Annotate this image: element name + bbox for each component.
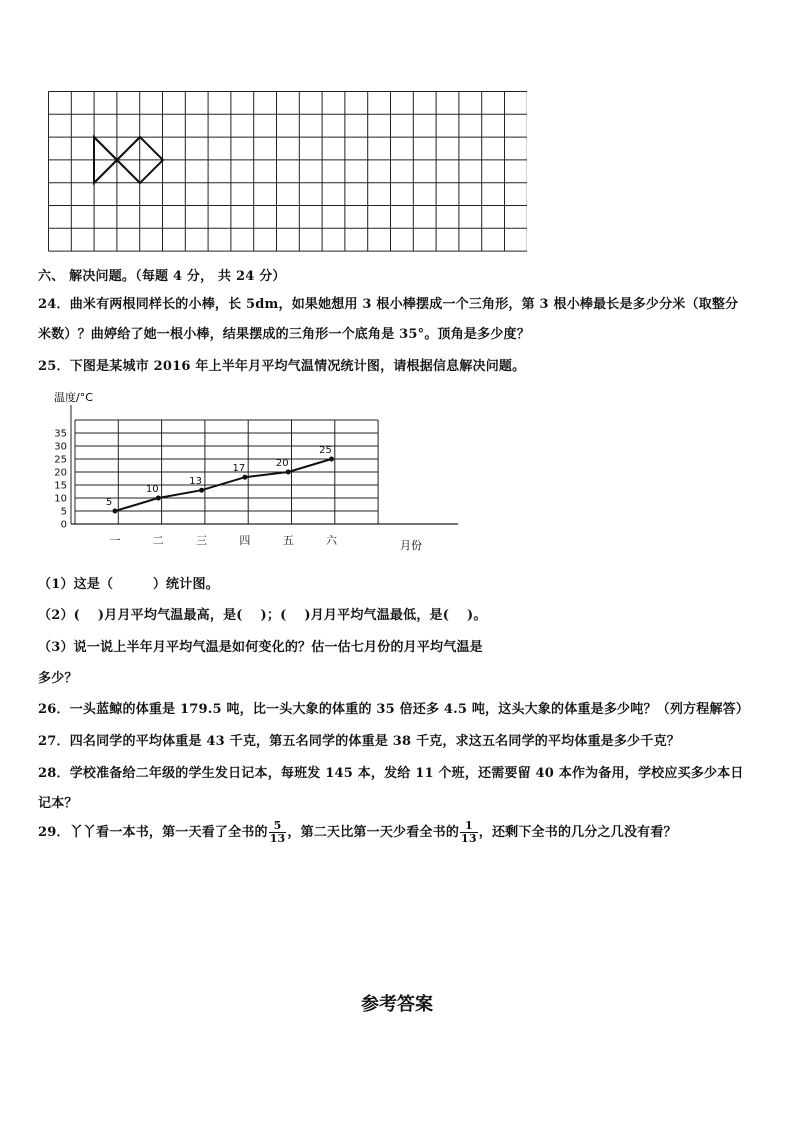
- q25-sub3-line2: 多少？: [38, 671, 78, 686]
- y-tick-label: 15: [54, 480, 67, 492]
- data-point: [156, 496, 161, 501]
- fraction-5-13: [269, 820, 287, 845]
- data-label: 5: [105, 497, 113, 508]
- data-label: 25: [319, 445, 332, 456]
- answer-title: 参考答案: [361, 994, 433, 1015]
- section-heading: 六、 解决问题。（每题 4 分， 共 24 分）: [38, 269, 286, 284]
- x-tick-label: 五: [282, 534, 294, 547]
- data-label: 10: [145, 484, 159, 495]
- q29-part1: 29．丫丫看一本书，第一天看了全书的: [38, 825, 268, 840]
- fraction2-denominator: 13: [461, 832, 477, 845]
- q28-line1: 28．学校准备给二年级的学生发日记本，每班发 145 本，发给 11 个班，还需要留 40 本作为备用，学校应买多少本日: [38, 766, 744, 781]
- y-tick-label: 0: [60, 519, 67, 531]
- x-tick-label: 三: [196, 534, 208, 547]
- data-point: [199, 488, 204, 493]
- q25-sub3-line1: （3）说一说上半年月平均气温是如何变化的？估一估七月份的月平均气温是: [38, 640, 483, 655]
- x-tick-label: 一: [109, 534, 121, 547]
- data-point: [329, 457, 334, 462]
- chart-xlabel: 月份: [400, 539, 422, 552]
- q29-part2: ，第二天比第一天少看全书的: [287, 825, 460, 840]
- data-point: [113, 509, 118, 514]
- data-point: [242, 475, 247, 480]
- y-tick-label: 25: [54, 454, 67, 466]
- y-tick-label: 35: [54, 428, 67, 440]
- fraction1-denominator: 13: [269, 832, 286, 845]
- q28-line2: 记本？: [38, 796, 78, 811]
- q29-text: [38, 820, 677, 845]
- grid-figure: [48, 91, 527, 253]
- q25-sub2: （2）( )月月平均气温最高，是( )；( )月月平均气温最低，是( )。: [38, 608, 487, 623]
- data-label: 20: [275, 458, 289, 469]
- data-label: 13: [189, 476, 202, 488]
- q25-sub1: （1）这是（ ）统计图。: [38, 577, 219, 592]
- fraction1-numerator: 5: [269, 820, 287, 833]
- data-point: [286, 470, 291, 475]
- q24-line1: 24．曲米有两根同样长的小棒，长 5dm，如果她想用 3 根小棒摆成一个三角形，第 3 根小棒最长是多少分米（取整分: [38, 297, 739, 312]
- y-tick-label: 30: [54, 441, 67, 453]
- grid-lines: [49, 92, 528, 252]
- fraction2-numerator: 1: [460, 820, 478, 833]
- x-tick-label: 六: [326, 534, 337, 547]
- q27-text: 27．四名同学的平均体重是 43 千克，第五名同学的体重是 38 千克，求这五名同学的平均体重是多少千克？: [38, 734, 680, 749]
- temperature-line-chart: [40, 383, 470, 558]
- q25-intro: 25．下图是某城市 2016 年上半年月平均气温情况统计图，请根据信息解决问题。: [38, 359, 526, 374]
- q29-part3: ，还剩下全书的几分之几没有看？: [478, 825, 677, 840]
- q26-text: 26．一头蓝鲸的体重是 179.5 吨，比一头大象的体重的 35 倍还多 4.5 吨，这头大象的体重是多少吨？（列方程解答）: [38, 702, 750, 717]
- fraction-1-13: [460, 820, 478, 845]
- data-label: 17: [232, 463, 246, 475]
- y-tick-label: 10: [54, 493, 67, 505]
- x-tick-label: 二: [152, 534, 164, 547]
- chart-ylabel: 温度/°C: [54, 391, 93, 404]
- q24-line2: 米数）？曲婷给了她一根小棒，结果摆成的三角形一个底角是 35°。顶角是多少度？: [38, 327, 530, 342]
- y-tick-label: 5: [60, 506, 67, 518]
- x-tick-label: 四: [239, 534, 251, 547]
- y-tick-label: 20: [54, 467, 67, 479]
